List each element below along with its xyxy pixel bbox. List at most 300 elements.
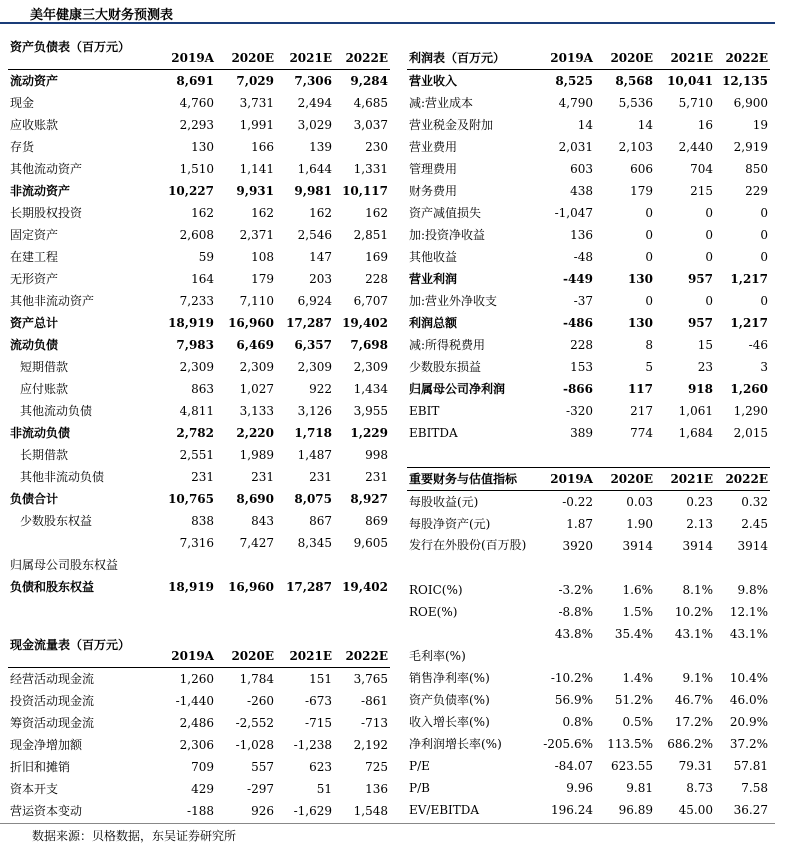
row-value: 843 bbox=[251, 514, 274, 528]
table-row bbox=[407, 623, 770, 667]
row-value: 231 bbox=[251, 470, 274, 484]
year-header: 2019A bbox=[158, 623, 216, 668]
row-value: 37.2% bbox=[729, 737, 768, 751]
table-row bbox=[407, 777, 770, 799]
row-label: P/E bbox=[409, 759, 430, 773]
income-statement-table bbox=[407, 47, 770, 444]
row-value: 8,568 bbox=[615, 74, 653, 88]
section-header: 利润表（百万元） bbox=[407, 47, 535, 70]
row-label: EBITDA bbox=[409, 426, 458, 440]
row-value: -46 bbox=[748, 338, 768, 352]
table-row bbox=[8, 158, 390, 180]
row-value: 389 bbox=[570, 426, 593, 440]
row-label: 归属母公司净利润 bbox=[409, 382, 506, 396]
row-value: 8.73 bbox=[686, 781, 713, 795]
row-value: 230 bbox=[365, 140, 388, 154]
row-value: 2,486 bbox=[179, 716, 214, 730]
row-label: 应付账款 bbox=[20, 382, 69, 396]
row-label: 加:投资净收益 bbox=[409, 228, 486, 242]
row-value: 0 bbox=[760, 294, 768, 308]
row-value: 0 bbox=[645, 250, 653, 264]
row-value: 3,126 bbox=[297, 404, 332, 418]
table-row bbox=[8, 800, 390, 822]
row-value: 869 bbox=[365, 514, 388, 528]
row-label: 发行在外股份(百万股) bbox=[409, 538, 527, 552]
table-row bbox=[8, 202, 390, 224]
row-value: 9,605 bbox=[353, 536, 388, 550]
row-value: 130 bbox=[627, 272, 653, 286]
row-value: 438 bbox=[570, 184, 593, 198]
table-row bbox=[8, 400, 390, 422]
row-value: 2,371 bbox=[239, 228, 274, 242]
row-value: 203 bbox=[309, 272, 332, 286]
table-row bbox=[8, 668, 390, 691]
page-title: 美年健康三大财务预测表 bbox=[30, 8, 174, 23]
row-value: 1,027 bbox=[239, 382, 274, 396]
table-row bbox=[8, 246, 390, 268]
row-label: 毛利率(%) bbox=[409, 649, 466, 663]
row-value: 2,309 bbox=[297, 360, 332, 374]
row-value: 3914 bbox=[682, 539, 713, 553]
table-row bbox=[407, 334, 770, 356]
row-label: EBIT bbox=[409, 404, 440, 418]
row-value: 2,608 bbox=[179, 228, 214, 242]
row-value: 7,233 bbox=[179, 294, 214, 308]
row-value: 3,029 bbox=[297, 118, 332, 132]
table-row bbox=[8, 136, 390, 158]
row-value: 0 bbox=[645, 228, 653, 242]
row-value: 998 bbox=[365, 448, 388, 462]
row-label: 筹资活动现金流 bbox=[10, 716, 95, 730]
row-value: 57.81 bbox=[733, 759, 768, 773]
row-value: 179 bbox=[630, 184, 653, 198]
year-header: 2021E bbox=[655, 47, 715, 70]
row-value: -0.22 bbox=[562, 495, 593, 509]
row-value: 1,260 bbox=[730, 382, 768, 396]
row-value: -715 bbox=[305, 716, 332, 730]
row-value: 147 bbox=[309, 250, 332, 264]
row-value: 12,135 bbox=[722, 74, 768, 88]
row-value: 169 bbox=[365, 250, 388, 264]
row-value: 1,141 bbox=[239, 162, 274, 176]
row-label: 短期借款 bbox=[20, 360, 69, 374]
row-value: 9,931 bbox=[236, 184, 274, 198]
row-value: 45.00 bbox=[678, 803, 713, 817]
row-value: 0 bbox=[705, 250, 713, 264]
row-value: 18,919 bbox=[168, 316, 214, 330]
row-value: 5 bbox=[645, 360, 653, 374]
row-value: 17,287 bbox=[286, 316, 332, 330]
row-value: 196.24 bbox=[551, 803, 593, 817]
row-value: 0 bbox=[760, 250, 768, 264]
table-row bbox=[8, 734, 390, 756]
row-value: 0 bbox=[705, 228, 713, 242]
year-header: 2019A bbox=[535, 468, 595, 491]
row-value: -260 bbox=[247, 694, 274, 708]
table-row bbox=[8, 224, 390, 246]
year-header: 2020E bbox=[595, 468, 655, 491]
year-header: 2019A bbox=[535, 47, 595, 70]
table-row bbox=[8, 532, 390, 576]
row-value: -1,028 bbox=[235, 738, 274, 752]
row-value: 162 bbox=[365, 206, 388, 220]
row-value: 164 bbox=[191, 272, 214, 286]
section-header: 重要财务与估值指标 bbox=[407, 468, 535, 491]
table-row bbox=[407, 422, 770, 444]
year-header: 2020E bbox=[216, 25, 276, 70]
income-statement-body bbox=[407, 47, 770, 444]
row-value: 623 bbox=[309, 760, 332, 774]
row-value: -861 bbox=[361, 694, 388, 708]
table-row bbox=[407, 400, 770, 422]
row-label: 固定资产 bbox=[10, 228, 59, 242]
row-label: 营业利润 bbox=[409, 272, 458, 286]
table-row bbox=[407, 667, 770, 689]
row-value: -84.07 bbox=[554, 759, 593, 773]
row-label: 应收账款 bbox=[10, 118, 59, 132]
row-value: -1,440 bbox=[175, 694, 214, 708]
row-value: 2,494 bbox=[297, 96, 332, 110]
row-value: 1,991 bbox=[239, 118, 274, 132]
row-label: 销售净利率(%) bbox=[409, 671, 490, 685]
row-value: -297 bbox=[247, 782, 274, 796]
row-value: 7,427 bbox=[239, 536, 274, 550]
row-value: 3 bbox=[760, 360, 768, 374]
row-value: 113.5% bbox=[607, 737, 653, 751]
row-value: 1,260 bbox=[179, 672, 214, 686]
table-row bbox=[407, 755, 770, 777]
row-value: 2,103 bbox=[618, 140, 653, 154]
row-value: 153 bbox=[570, 360, 593, 374]
row-value: 15 bbox=[697, 338, 713, 352]
row-label: 每股收益(元) bbox=[409, 495, 479, 509]
row-value: 863 bbox=[191, 382, 214, 396]
row-value: 231 bbox=[191, 470, 214, 484]
row-value: 166 bbox=[251, 140, 274, 154]
row-label: 流动资产 bbox=[10, 74, 59, 88]
row-value: 162 bbox=[309, 206, 332, 220]
row-label: 现金 bbox=[10, 96, 35, 110]
row-value: 6,924 bbox=[297, 294, 332, 308]
row-value: 704 bbox=[690, 162, 713, 176]
row-value: 43.1% bbox=[729, 627, 768, 641]
row-value: 7,306 bbox=[294, 74, 332, 88]
row-value: 51 bbox=[316, 782, 332, 796]
row-value: 1,784 bbox=[239, 672, 274, 686]
row-value: 12.1% bbox=[729, 605, 768, 619]
row-label: 营业税金及附加 bbox=[409, 118, 494, 132]
row-value: 1.5% bbox=[622, 605, 653, 619]
table-row bbox=[8, 312, 390, 334]
row-value: 18,919 bbox=[168, 580, 214, 594]
row-label: 非流动资产 bbox=[10, 184, 71, 198]
row-value: 6,707 bbox=[353, 294, 388, 308]
row-value: 20.9% bbox=[729, 715, 768, 729]
row-value: 1,217 bbox=[730, 316, 768, 330]
row-value: 5,710 bbox=[678, 96, 713, 110]
header-row bbox=[407, 468, 770, 491]
row-value: 1,989 bbox=[239, 448, 274, 462]
table-row bbox=[8, 444, 390, 466]
row-label: 其他流动负债 bbox=[20, 404, 93, 418]
row-value: 9,284 bbox=[350, 74, 388, 88]
row-value: 838 bbox=[191, 514, 214, 528]
row-value: 918 bbox=[687, 382, 713, 396]
table-row bbox=[8, 70, 390, 93]
row-value: 56.9% bbox=[554, 693, 593, 707]
row-value: 957 bbox=[687, 316, 713, 330]
row-value: 1.90 bbox=[626, 517, 653, 531]
row-label: 折旧和摊销 bbox=[10, 760, 71, 774]
table-row bbox=[8, 510, 390, 532]
row-value: 51.2% bbox=[614, 693, 653, 707]
row-label: 资产负债率(%) bbox=[409, 693, 490, 707]
table-row bbox=[407, 224, 770, 246]
row-value: 1,331 bbox=[353, 162, 388, 176]
row-label: 长期股权投资 bbox=[10, 206, 83, 220]
row-value: 8,075 bbox=[294, 492, 332, 506]
table-row bbox=[407, 246, 770, 268]
row-value: -8.8% bbox=[558, 605, 593, 619]
row-value: 43.8% bbox=[554, 627, 593, 641]
table-row bbox=[407, 70, 770, 93]
row-value: 4,790 bbox=[558, 96, 593, 110]
row-value: 3,037 bbox=[353, 118, 388, 132]
row-value: 922 bbox=[309, 382, 332, 396]
table-row bbox=[8, 334, 390, 356]
cash-flow-body bbox=[8, 623, 390, 822]
row-label: 其他流动资产 bbox=[10, 162, 83, 176]
balance-sheet-body bbox=[8, 25, 390, 598]
row-label: ROIC(%) bbox=[409, 583, 463, 597]
title-divider bbox=[0, 22, 775, 24]
row-value: 2,546 bbox=[297, 228, 332, 242]
row-value: 6,900 bbox=[733, 96, 768, 110]
row-value: 2,919 bbox=[733, 140, 768, 154]
row-value: 3,955 bbox=[353, 404, 388, 418]
row-value: 1,548 bbox=[353, 804, 388, 818]
row-value: 957 bbox=[687, 272, 713, 286]
row-value: 0 bbox=[645, 294, 653, 308]
row-label: 财务费用 bbox=[409, 184, 458, 198]
row-value: 8,927 bbox=[350, 492, 388, 506]
row-value: 1,061 bbox=[678, 404, 713, 418]
row-label: EV/EBITDA bbox=[409, 803, 480, 817]
row-label: 少数股东权益 bbox=[20, 514, 93, 528]
row-value: 228 bbox=[570, 338, 593, 352]
header-row bbox=[407, 47, 770, 70]
row-value: 9.1% bbox=[682, 671, 713, 685]
row-value: 8.1% bbox=[682, 583, 713, 597]
row-value: 46.0% bbox=[729, 693, 768, 707]
row-value: 725 bbox=[365, 760, 388, 774]
table-row bbox=[8, 290, 390, 312]
row-value: 2,015 bbox=[733, 426, 768, 440]
row-value: 9.81 bbox=[626, 781, 653, 795]
table-row bbox=[8, 422, 390, 444]
row-value: 7,698 bbox=[350, 338, 388, 352]
table-row bbox=[407, 114, 770, 136]
row-value: 6,469 bbox=[236, 338, 274, 352]
row-value: 130 bbox=[191, 140, 214, 154]
row-value: 774 bbox=[630, 426, 653, 440]
table-row bbox=[407, 312, 770, 334]
row-value: 709 bbox=[191, 760, 214, 774]
table-row bbox=[8, 778, 390, 800]
row-value: 1.6% bbox=[622, 583, 653, 597]
row-value: 1,290 bbox=[733, 404, 768, 418]
row-value: 19,402 bbox=[342, 316, 388, 330]
row-value: 8,691 bbox=[176, 74, 214, 88]
row-value: 606 bbox=[630, 162, 653, 176]
row-value: 1,487 bbox=[297, 448, 332, 462]
table-row bbox=[8, 466, 390, 488]
footer-divider bbox=[0, 823, 775, 824]
row-value: -188 bbox=[187, 804, 214, 818]
row-value: -486 bbox=[562, 316, 593, 330]
row-value: 16,960 bbox=[228, 316, 274, 330]
row-label: 非流动负债 bbox=[10, 426, 71, 440]
row-value: 1,229 bbox=[350, 426, 388, 440]
row-value: 130 bbox=[627, 316, 653, 330]
row-value: 7,983 bbox=[176, 338, 214, 352]
section-header: 资产负债表（百万元） bbox=[8, 25, 158, 70]
row-value: 926 bbox=[251, 804, 274, 818]
row-value: 3920 bbox=[562, 539, 593, 553]
row-value: 1,510 bbox=[179, 162, 214, 176]
row-label: 资产减值损失 bbox=[409, 206, 482, 220]
table-row bbox=[407, 202, 770, 224]
row-label: 加:营业外净收支 bbox=[409, 294, 498, 308]
row-label: 每股净资产(元) bbox=[409, 517, 491, 531]
row-value: 17.2% bbox=[674, 715, 713, 729]
row-value: 10,227 bbox=[168, 184, 214, 198]
row-label: 少数股东损益 bbox=[409, 360, 482, 374]
year-header: 2020E bbox=[216, 623, 276, 668]
row-value: 3914 bbox=[737, 539, 768, 553]
row-value: 10,041 bbox=[667, 74, 713, 88]
row-value: 3,765 bbox=[353, 672, 388, 686]
balance-sheet-table bbox=[8, 25, 390, 598]
row-value: 2,031 bbox=[558, 140, 593, 154]
row-label: 营业收入 bbox=[409, 74, 458, 88]
row-value: 14 bbox=[577, 118, 593, 132]
row-value: 3,133 bbox=[239, 404, 274, 418]
table-row bbox=[407, 356, 770, 378]
row-value: 8 bbox=[645, 338, 653, 352]
row-value: 9.96 bbox=[566, 781, 593, 795]
row-label: 减:所得税费用 bbox=[409, 338, 486, 352]
row-value: 217 bbox=[630, 404, 653, 418]
row-value: 228 bbox=[365, 272, 388, 286]
table-row bbox=[407, 136, 770, 158]
table-row bbox=[407, 579, 770, 601]
row-value: 7,316 bbox=[179, 536, 214, 550]
row-value: 2,309 bbox=[239, 360, 274, 374]
row-label: 利润总额 bbox=[409, 316, 458, 330]
row-value: -673 bbox=[305, 694, 332, 708]
table-row bbox=[407, 601, 770, 623]
row-label: 投资活动现金流 bbox=[10, 694, 95, 708]
row-value: 79.31 bbox=[678, 759, 713, 773]
row-label: 无形资产 bbox=[10, 272, 59, 286]
row-label: 资本开支 bbox=[10, 782, 59, 796]
row-value: 14 bbox=[637, 118, 653, 132]
row-value: 1,684 bbox=[678, 426, 713, 440]
row-value: 16 bbox=[697, 118, 713, 132]
row-value: 4,811 bbox=[179, 404, 214, 418]
table-row bbox=[407, 378, 770, 400]
row-value: 96.89 bbox=[618, 803, 653, 817]
table-row bbox=[407, 689, 770, 711]
row-value: 0.8% bbox=[562, 715, 593, 729]
row-value: 17,287 bbox=[286, 580, 332, 594]
row-value: -10.2% bbox=[550, 671, 593, 685]
row-value: 2,309 bbox=[179, 360, 214, 374]
row-value: 0.03 bbox=[626, 495, 653, 509]
row-value: 1.4% bbox=[622, 671, 653, 685]
table-row bbox=[8, 268, 390, 290]
year-header: 2022E bbox=[715, 47, 770, 70]
row-value: 9,981 bbox=[294, 184, 332, 198]
row-value: 7,110 bbox=[239, 294, 274, 308]
row-value: 8,345 bbox=[297, 536, 332, 550]
row-value: 0 bbox=[760, 206, 768, 220]
row-value: 0.32 bbox=[741, 495, 768, 509]
row-label: 其他收益 bbox=[409, 250, 458, 264]
row-value: -37 bbox=[573, 294, 593, 308]
row-value: 1,217 bbox=[730, 272, 768, 286]
row-value: 429 bbox=[191, 782, 214, 796]
row-value: 19 bbox=[752, 118, 768, 132]
row-value: 108 bbox=[251, 250, 274, 264]
row-value: 2,551 bbox=[179, 448, 214, 462]
table-row bbox=[407, 92, 770, 114]
table-row bbox=[407, 268, 770, 290]
row-value: 162 bbox=[251, 206, 274, 220]
row-label: 净利润增长率(%) bbox=[409, 737, 502, 751]
table-row bbox=[407, 535, 770, 579]
row-label: 负债合计 bbox=[10, 492, 59, 506]
row-value: 3914 bbox=[622, 539, 653, 553]
row-value: 179 bbox=[251, 272, 274, 286]
row-value: 162 bbox=[191, 206, 214, 220]
row-value: 2,782 bbox=[176, 426, 214, 440]
row-value: -48 bbox=[573, 250, 593, 264]
row-value: 1,434 bbox=[353, 382, 388, 396]
row-value: 117 bbox=[627, 382, 653, 396]
row-label: 归属母公司股东权益 bbox=[10, 558, 119, 572]
row-value: 0 bbox=[705, 206, 713, 220]
row-label: 收入增长率(%) bbox=[409, 715, 490, 729]
row-value: 557 bbox=[251, 760, 274, 774]
row-value: 2.13 bbox=[686, 517, 713, 531]
ratios-body bbox=[407, 468, 770, 822]
row-value: 2.45 bbox=[741, 517, 768, 531]
row-value: 10.4% bbox=[729, 671, 768, 685]
row-value: 136 bbox=[570, 228, 593, 242]
year-header: 2021E bbox=[276, 623, 334, 668]
year-header: 2019A bbox=[158, 25, 216, 70]
row-value: 46.7% bbox=[674, 693, 713, 707]
section-header: 现金流量表（百万元） bbox=[8, 623, 158, 668]
row-value: 1,718 bbox=[294, 426, 332, 440]
row-value: 1,644 bbox=[297, 162, 332, 176]
row-label: 管理费用 bbox=[409, 162, 458, 176]
table-row bbox=[8, 180, 390, 202]
row-value: 0 bbox=[760, 228, 768, 242]
row-value: 5,536 bbox=[618, 96, 653, 110]
